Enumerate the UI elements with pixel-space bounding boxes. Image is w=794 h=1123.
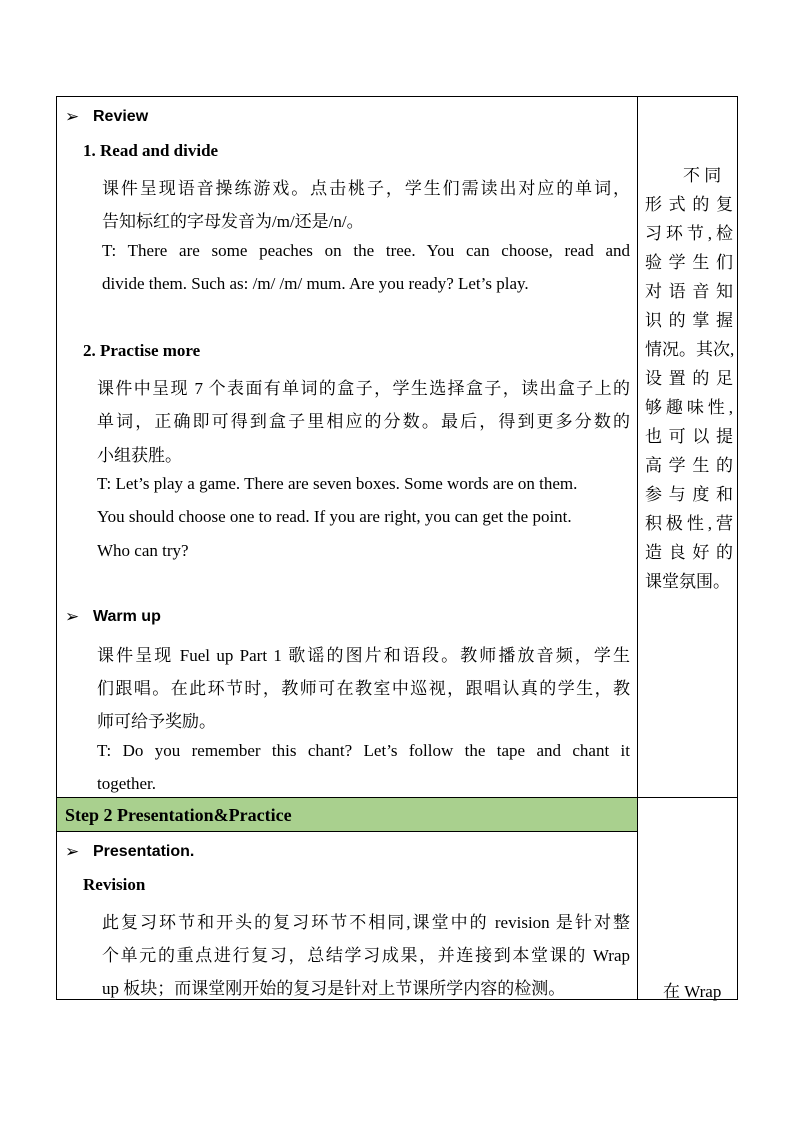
column-divider bbox=[637, 97, 638, 999]
row-divider bbox=[57, 797, 637, 798]
item1-line: divide them. Such as: /m/ /m/ mum. Are you ready? Let’s play. bbox=[102, 274, 529, 293]
review-heading: Review bbox=[93, 108, 149, 125]
revision-line: up 板块；而课堂刚开始的复习是针对上节课所学内容的检测。 bbox=[102, 979, 566, 998]
side-note-line: 不 同 bbox=[683, 166, 722, 185]
row-divider bbox=[57, 831, 637, 832]
revision-line: 个单元的重点进行复习，总结学习成果，并连接到本堂课的 Wrap bbox=[102, 946, 630, 965]
item2-line: You should choose one to read. If you are right, you can get the point. bbox=[97, 507, 572, 526]
side-note-line: 课堂氛围。 bbox=[645, 572, 730, 591]
side-note-line: 验学生们 bbox=[645, 253, 733, 272]
side-note-line: 也可以提 bbox=[645, 427, 733, 446]
lesson-table bbox=[56, 96, 738, 1000]
item2-line: 单词，正确即可得到盒子里相应的分数。最后，得到更多分数的 bbox=[97, 412, 630, 431]
side-note-line: 对语音知 bbox=[645, 282, 733, 301]
side-note-line: 情况。其次, bbox=[645, 340, 735, 359]
side-note-line: 参与度和 bbox=[645, 485, 733, 504]
presentation-heading: Presentation. bbox=[93, 843, 195, 860]
presentation-heading-row bbox=[65, 842, 194, 862]
side-note-line: 习环节,检 bbox=[645, 224, 733, 243]
side-note-line: 设置的足 bbox=[645, 369, 733, 388]
warmup-heading-row bbox=[65, 607, 161, 627]
practise-more-title: 2. Practise more bbox=[83, 341, 201, 360]
arrow-bullet-icon: ➢ bbox=[65, 107, 80, 127]
revision-title: Revision bbox=[83, 875, 146, 894]
arrow-bullet-icon: ➢ bbox=[65, 607, 80, 627]
item1-line: 告知标红的字母发音为/m/还是/n/。 bbox=[102, 212, 364, 231]
side-note-line: 造良好的 bbox=[645, 543, 733, 562]
side-note-line: 够趣味性, bbox=[645, 398, 733, 417]
arrow-bullet-icon: ➢ bbox=[65, 842, 80, 862]
item2-line: 小组获胜。 bbox=[97, 446, 182, 465]
side-note-line: 形式的复 bbox=[645, 195, 733, 214]
step2-title: Step 2 Presentation&Practice bbox=[65, 805, 292, 825]
warmup-line: 们跟唱。在此环节时，教师可在教室中巡视，跟唱认真的学生，教 bbox=[97, 679, 630, 698]
item2-line: 课件中呈现 7 个表面有单词的盒子，学生选择盒子，读出盒子上的 bbox=[97, 379, 630, 398]
row-divider-side bbox=[637, 797, 738, 798]
item1-line: 课件呈现语音操练游戏。点击桃子，学生们需读出对应的单词， bbox=[102, 179, 630, 198]
warmup-line: together. bbox=[97, 774, 157, 793]
review-heading-row bbox=[65, 107, 148, 127]
revision-line: 此复习环节和开头的复习环节不相同,课堂中的 revision 是针对整 bbox=[102, 913, 630, 932]
item1-line: T: There are some peaches on the tree. You can choose, read and bbox=[102, 241, 630, 260]
warmup-line: 课件呈现 Fuel up Part 1 歌谣的图片和语段。教师播放音频，学生 bbox=[97, 646, 630, 665]
side-note-line: 识的掌握 bbox=[645, 311, 733, 330]
side-note-line: 积极性,营 bbox=[645, 514, 733, 533]
side-note-bottom: 在 Wrap bbox=[663, 982, 722, 1001]
warmup-heading: Warm up bbox=[93, 608, 161, 625]
item2-line: Who can try? bbox=[97, 541, 189, 560]
warmup-line: T: Do you remember this chant? Let’s follow the tape and chant it bbox=[97, 741, 630, 760]
warmup-line: 师可给予奖励。 bbox=[97, 712, 216, 731]
read-and-divide-title: 1. Read and divide bbox=[83, 141, 219, 160]
side-note-line: 高学生的 bbox=[645, 456, 733, 475]
item2-line: T: Let’s play a game. There are seven boxes. Some words are on them. bbox=[97, 474, 578, 493]
